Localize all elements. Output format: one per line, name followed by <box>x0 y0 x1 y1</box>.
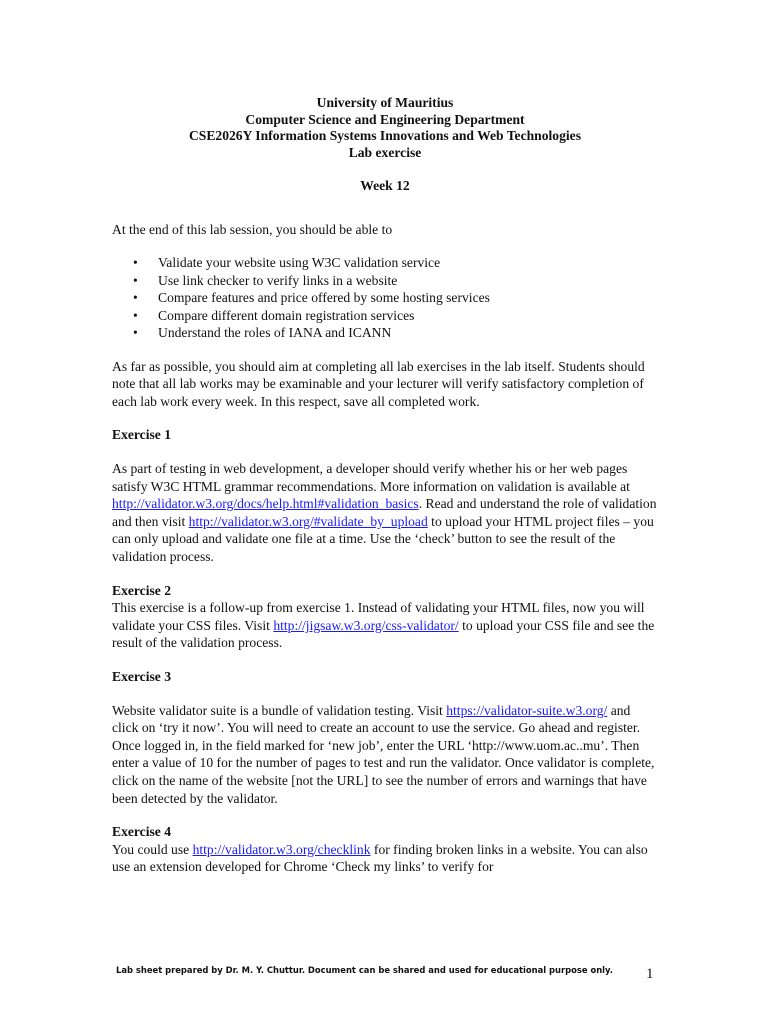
bullet-icon: • <box>133 307 138 323</box>
bullet-icon: • <box>133 255 138 271</box>
course-title: CSE2026Y Information Systems Innovations and Web Technologies <box>188 128 582 143</box>
list-item: • Understand the roles of IANA and ICANN <box>133 325 392 341</box>
checklink-link[interactable]: http://validator.w3.org/checklink <box>192 841 371 857</box>
instructions-note: As far as possible, you should aim at completing all lab exercises in the lab itself. Students should note that all lab works may be examinable and your lecturer will verify satisfactory completion of each lab work every week. In this respect, save all completed work. <box>112 358 645 409</box>
exercise-4-text: You could use http://validator.w3.org/checklink for finding broken links in a website. You can also use an extension developed for Chrome ‘Check my links’ to verify for <box>112 841 648 875</box>
css-validator-link[interactable]: http://jigsaw.w3.org/css-validator/ <box>273 617 459 633</box>
exercise-3-text: Website validator suite is a bundle of validation testing. Visit https://validator-suite.w3.org/ and click on ‘try it now’. You will need to create an account to use the service. Go ahead and register. Once logged in, in the field marked for ‘new job’, enter the URL ‘http://www.uom.ac..mu’. Then enter a value of 10 for the number of pages to test and run the validator. Once validator is complete, click on the name of the website [not the URL] to see the number of errors and warnings that have been detected by the validator. <box>112 702 655 806</box>
validator-suite-link[interactable]: https://validator-suite.w3.org/ <box>446 702 608 718</box>
list-item: • Compare different domain registration services <box>133 307 415 323</box>
exercise-1-title: Exercise 1 <box>112 427 172 443</box>
bullet-icon: • <box>133 272 138 288</box>
validation-basics-link[interactable]: http://validator.w3.org/docs/help.html#validation_basics <box>112 496 419 512</box>
list-item: • Validate your website using W3C validation service <box>133 255 441 271</box>
exercise-1-text: As part of testing in web development, a developer should verify whether his or her web pages satisfy W3C HTML grammar recommendations. More information on validation is available at http://validator.w3.org/docs/help.html#validation_basics. Read and understand the role of validation and then visit http://validator.w3.org/#validate_by_upload to upload your HTML project files – you can only upload and validate one file at a time. Use the ‘check’ button to see the result of the validation process. <box>112 461 657 565</box>
bullet-icon: • <box>133 325 138 341</box>
exercise-2-title: Exercise 2 <box>112 582 172 598</box>
list-item: • Compare features and price offered by some hosting services <box>133 290 490 306</box>
department-name: Computer Science and Engineering Department <box>245 111 525 127</box>
objectives-list <box>112 254 658 342</box>
university-name: University of Mauritius <box>316 95 454 110</box>
document-body <box>112 95 658 876</box>
exercise-3-title: Exercise 3 <box>112 669 172 684</box>
page-footer: Lab sheet prepared by Dr. M. Y. Chuttur. Document can be shared and used for educational purpose only. <box>116 965 613 975</box>
exercise-4-title: Exercise 4 <box>112 824 172 840</box>
bullet-icon: • <box>133 290 138 306</box>
document-type: Lab exercise <box>348 144 422 160</box>
intro-text: At the end of this lab session, you should be able to <box>112 221 393 237</box>
document-header <box>112 95 658 161</box>
validate-by-upload-link[interactable]: http://validator.w3.org/#validate_by_upload <box>188 513 428 529</box>
page-number: 1 <box>646 966 654 982</box>
week-label: Week 12 <box>360 178 410 193</box>
list-item: • Use link checker to verify links in a website <box>133 272 398 288</box>
exercise-2-text: This exercise is a follow-up from exercise 1. Instead of validating your HTML files, now you will validate your CSS files. Visit http://jigsaw.w3.org/css-validator/ to upload your CSS file and see the result of the validation process. <box>112 600 655 651</box>
